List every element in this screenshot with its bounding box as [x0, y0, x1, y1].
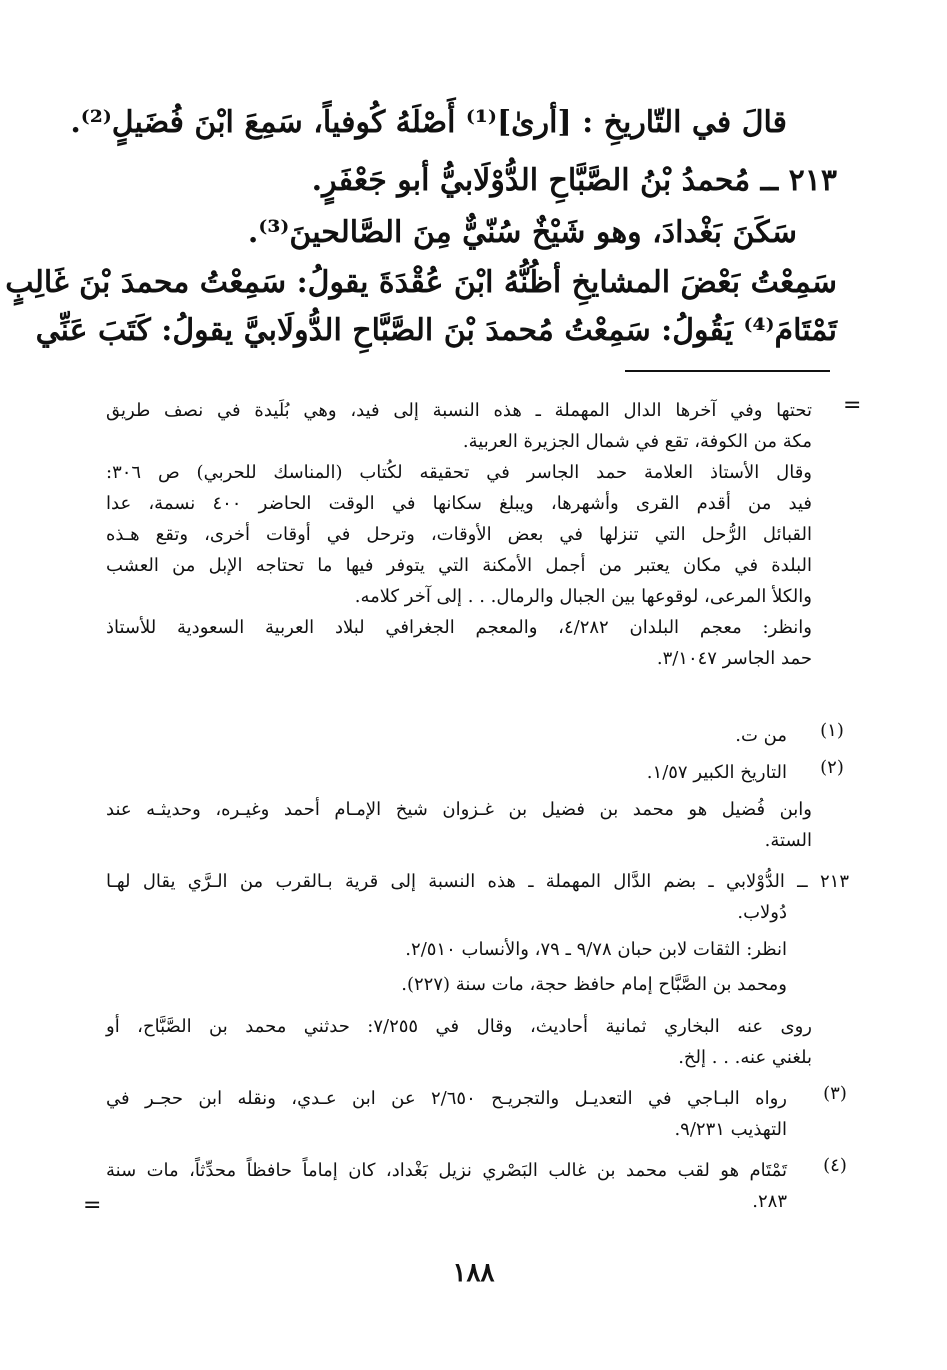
- main-line-3: سَكَنَ بَغْدادَ، وهو شَيْخٌ سُنّيٌّ مِنَ الصَّالحينَ⁽³⁾.: [247, 215, 797, 250]
- footnote-line: حمد الجاسر ٣/١٠٤٧.: [656, 648, 812, 669]
- footnote-line: وانظر: معجم البلدان ٤/٢٨٢، والمعجم الجغرافي لبلاد العربية السعودية للأستاذ: [106, 617, 812, 638]
- footnote-line: مكة من الكوفة، تقع في شمال الجزيرة العربية.: [462, 431, 812, 452]
- footnote-line: دُولاب.: [737, 902, 787, 923]
- footnote-line: ٢٨٣.: [752, 1191, 787, 1212]
- entry-213-footnote-cont: [106, 897, 787, 1000]
- main-line-5: تَمْتَامَ⁽⁴⁾ يَقُولُ: سَمِعْتُ مُحمدَ بْنَ الصَّبَّاحِ الدُّولَابيَّ يقولُ: كَتَبَ عَنِّي: [35, 313, 837, 348]
- footnote-line: من ت.: [735, 725, 787, 746]
- footnote-line: التاريخ الكبير ١/٥٧.: [646, 762, 787, 783]
- footnote-number-4: (٤): [823, 1155, 847, 1176]
- footnote-line: وقال الأستاذ العلامة حمد الجاسر في تحقيقه لكُتاب (المناسك للحربي) ص ٣٠٦:: [106, 462, 812, 483]
- footnote-line: بلغني عنه. . . إلخ.: [678, 1047, 812, 1068]
- continuation-mark-top: =: [843, 393, 862, 418]
- main-line-1: قالَ في التّاريخِ : [أرىٰ]⁽¹⁾ أَصْلَهُ كُوفياً، سَمِعَ ابْنَ فُضَيلٍ⁽²⁾.: [70, 105, 787, 140]
- footnote-line: الستة.: [764, 830, 812, 851]
- footnote-number-2: (٢): [820, 757, 844, 778]
- footnote-3: [106, 1083, 787, 1145]
- footnote-line: تَمْتَام هو لقب محمد بن غالب البَصْري نزيل بَغْداد، كان إماماً حافظاً محدِّثاً، مات سنة: [106, 1160, 787, 1181]
- main-line-4: سَمِعْتُ بَعْضَ المشايخِ أظُنُّهُ ابْنَ عُقْدَةَ يقولُ: سَمِعْتُ محمدَ بْنَ غَالِبٍ: [5, 265, 837, 300]
- footnote-line: رواه البـاجي في التعديـل والتجريـح ٢/٦٥٠ عن ابن عـدي، ونقله ابن حجـر في: [106, 1088, 787, 1109]
- footnote-2-comment: [106, 794, 812, 856]
- footnote-2: [106, 757, 787, 788]
- footnote-number-3: (٣): [823, 1083, 847, 1104]
- footnote-separator: [625, 370, 830, 372]
- footnote-4: [106, 1155, 787, 1217]
- page-number: ١٨٨: [452, 1258, 495, 1288]
- entry-213-footnote: [106, 866, 849, 897]
- footnote-line: والكلأ المرعى، لوقوعها بين الجبال والرمال. . . إلى آخر كلامه.: [354, 586, 812, 607]
- footnote-line: ومحمد بن الصَّبَّاح إمام حافظ حجة، مات سنة (٢٢٧).: [401, 974, 787, 995]
- footnote-number-1: (١): [820, 720, 844, 741]
- continuation-mark-bottom: =: [83, 1193, 102, 1218]
- footnote-line: وابن فُضيل هو محمد بن فضيل بن غـزوان شيخ الإمـام أحمد وغيـره، وحديثـه عند: [106, 799, 812, 820]
- footnote-line: روى عنه البخاري ثمانية أحاديث، وقال في ٧/٢٥٥: حدثني محمد بن الصَّبَّاح، أو: [106, 1016, 812, 1037]
- footnote-line: التهذيب ٩/٢٣١.: [674, 1119, 787, 1140]
- entry-213-heading: ٢١٣ ــ مُحمدُ بْنُ الصَّبَّاحِ الدُّوْلَابيُّ أبو جَعْفَرٍ.: [311, 163, 837, 198]
- entry-213-footnote-bukhari: [106, 1011, 812, 1073]
- footnote-line: البلدة في مكان يعتبر من أجمل الأمكنة التي يتوفر فيها ما تحتاجه الإبل من العشب: [106, 555, 812, 576]
- footnote-line: فيد من أقدم القرى وأشهرها، ويبلغ سكانها في الوقت الحاضر ٤٠٠ نسمة، عدا: [106, 493, 812, 514]
- footnote-line: انظر: الثقات لابن حبان ٩/٧٨ ـ ٧٩، والأنساب ٢/٥١٠.: [405, 939, 787, 960]
- footnote-line: ٢١٣ ــ الدُّوْلابي ـ بضم الدَّال المهملة ـ هذه النسبة إلى قرية بـالقرب من الـرَّي يقال لهـا: [106, 871, 849, 892]
- footnote-1: [106, 720, 787, 751]
- footnote-line: القبائل الرُّحل التي تنزلها في بعض الأوقات، وترحل في أوقات أخرى، وتقع هـذه: [106, 524, 812, 545]
- footnote-line: تحتها وفي آخرها الدال المهملة ـ هذه النسبة إلى فيد، وهي بُلَيدة في نصف طريق: [106, 400, 812, 421]
- footnote-continuation: [106, 395, 812, 674]
